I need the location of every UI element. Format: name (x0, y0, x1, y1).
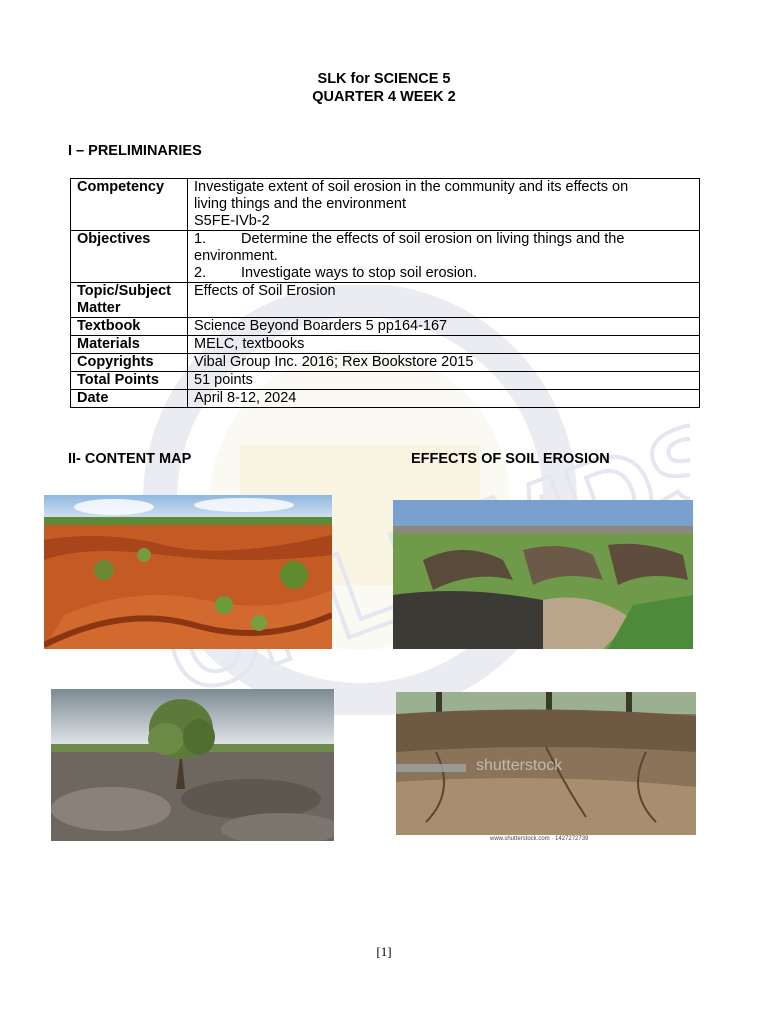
topic-label-line-1: Topic/Subject (77, 283, 171, 299)
textbook-label: Textbook (71, 318, 188, 336)
objectives-value (188, 231, 700, 283)
objective-number: 1. (194, 231, 207, 247)
table-row-copyrights (71, 354, 700, 372)
competency-line-2: living things and the environment (194, 196, 406, 212)
table-row-competency (71, 179, 700, 231)
section-content-map-heading: II- CONTENT MAP (68, 451, 192, 467)
preliminaries-table (70, 178, 700, 408)
materials-value: MELC, textbooks (188, 336, 700, 354)
textbook-value: Science Beyond Boarders 5 pp164-167 (188, 318, 700, 336)
title-line-2: QUARTER 4 WEEK 2 (312, 89, 456, 105)
topic-label-line-2: Matter (77, 300, 121, 316)
copyrights-label: Copyrights (71, 354, 188, 372)
photo-red-soil-erosion (44, 495, 332, 649)
objectives-label: Objectives (71, 231, 188, 283)
date-label: Date (71, 390, 188, 408)
document-title (0, 70, 768, 106)
table-row-materials (71, 336, 700, 354)
competency-label: Competency (71, 179, 188, 231)
date-value: April 8-12, 2024 (188, 390, 700, 408)
title-line-1: SLK for SCIENCE 5 (317, 71, 451, 87)
objective-number: 2. (194, 265, 207, 281)
objective-text-continued: environment. (194, 248, 278, 264)
shutterstock-watermark: shutterstock (476, 757, 563, 774)
photo-gully-erosion-field (393, 500, 693, 649)
competency-line-1: Investigate extent of soil erosion in the community and its effects on (194, 179, 629, 195)
objective-item-2 (194, 265, 693, 282)
topic-label (71, 283, 188, 318)
table-row-objectives (71, 231, 700, 283)
page-number: [1] (376, 944, 392, 959)
total-points-value: 51 points (188, 372, 700, 390)
copyrights-value: Vibal Group Inc. 2016; Rex Bookstore 2015 (188, 354, 700, 372)
topic-value: Effects of Soil Erosion (188, 283, 700, 318)
table-row-total-points (71, 372, 700, 390)
objective-text: Determine the effects of soil erosion on living things and the (241, 231, 625, 247)
objective-item-1 (194, 231, 693, 248)
objective-text: Investigate ways to stop soil erosion. (241, 265, 478, 281)
content-map-subheading: EFFECTS OF SOIL EROSION (411, 451, 610, 467)
competency-code: S5FE-IVb-2 (194, 213, 270, 229)
section-preliminaries-heading: I – PRELIMINARIES (68, 143, 202, 159)
table-row-date (71, 390, 700, 408)
image-credit: www.shutterstock.com · 1427272739 (490, 836, 589, 842)
materials-label: Materials (71, 336, 188, 354)
photo-tree-on-eroded-land (51, 689, 334, 841)
total-points-label: Total Points (71, 372, 188, 390)
competency-value (188, 179, 700, 231)
photo-exposed-roots-erosion (396, 692, 696, 835)
table-row-textbook (71, 318, 700, 336)
table-row-topic (71, 283, 700, 318)
